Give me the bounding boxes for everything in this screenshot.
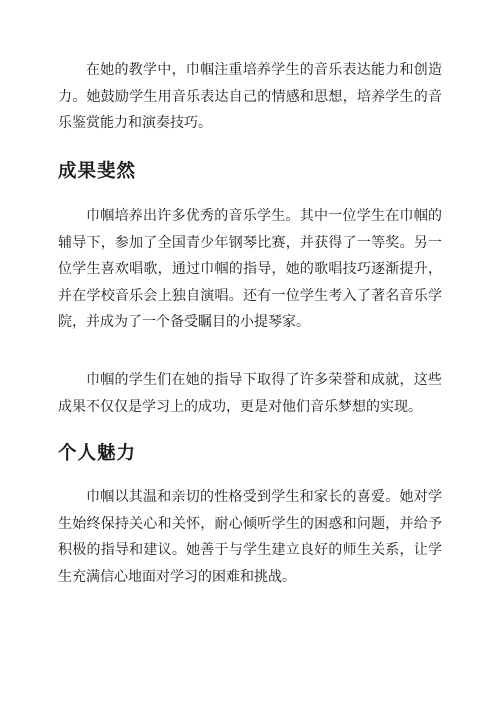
paragraph-personality: 巾帼以其温和亲切的性格受到学生和家长的喜爱。她对学生始终保持关心和关怀，耐心倾听学生的困惑和问题，并给予积极的指导和建议。她善于与学生建立良好的师生关系，让学生充满信心地面对学习的困难和挑战。 <box>58 489 442 585</box>
paragraph-student-achievements: 巾帼培养出许多优秀的音乐学生。其中一位学生在巾帼的辅导下，参加了全国青少年钢琴比赛，并获得了一等奖。另一位学生喜欢唱歌，通过巾帼的指导，她的歌唱技巧逐渐提升，并在学校音乐会上独自演唱。还有一位学生考入了著名音乐学院，并成为了一个备受瞩目的小提琴家。 <box>58 208 442 330</box>
section-heading-achievements: 成果斐然 <box>58 161 137 182</box>
paragraph-teaching-approach: 在她的教学中，巾帼注重培养学生的音乐表达能力和创造力。她鼓励学生用音乐表达自己的情感和思想，培养学生的音乐鉴赏能力和演奏技巧。 <box>58 62 442 131</box>
section-heading-personal-charm: 个人魅力 <box>58 443 137 464</box>
paragraph-honors-summary: 巾帼的学生们在她的指导下取得了许多荣誉和成就，这些成果不仅仅是学习上的成功，更是对他们音乐梦想的实现。 <box>58 372 442 415</box>
